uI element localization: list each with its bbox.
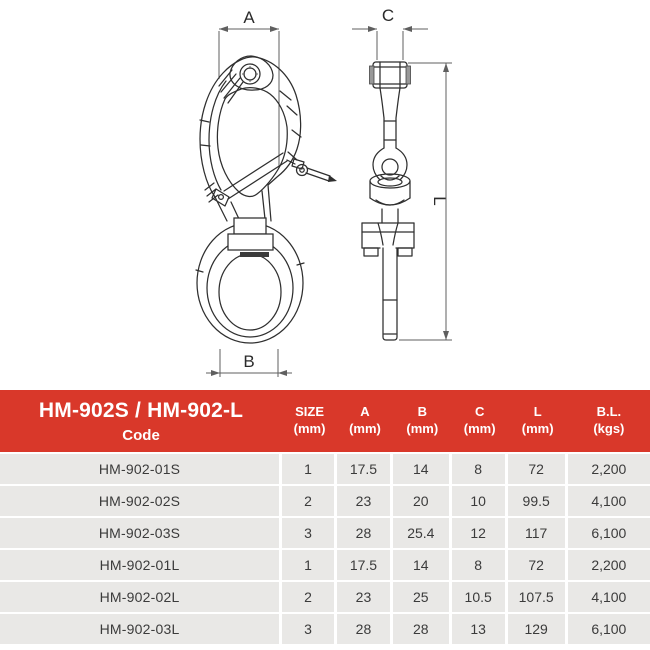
table-header bbox=[0, 390, 650, 452]
row-c: 8 bbox=[452, 454, 508, 484]
row-b: 28 bbox=[393, 614, 452, 644]
row-c: 10 bbox=[452, 486, 508, 516]
row-bl: 4,100 bbox=[568, 582, 650, 612]
row-b: 14 bbox=[393, 454, 452, 484]
row-code: HM-902-02L bbox=[0, 582, 282, 612]
dim-c-label: C bbox=[381, 6, 395, 25]
table-row bbox=[0, 518, 650, 548]
header-c: C (mm) bbox=[463, 404, 496, 436]
swivel-crossbar bbox=[228, 218, 273, 257]
table-row bbox=[0, 486, 650, 516]
row-size: 1 bbox=[282, 454, 337, 484]
row-l: 72 bbox=[508, 550, 568, 580]
row-b: 25.4 bbox=[393, 518, 452, 548]
product-title: HM-902S / HM-902-L bbox=[38, 398, 244, 422]
row-a: 28 bbox=[337, 614, 393, 644]
table-row bbox=[0, 550, 650, 580]
row-bl: 6,100 bbox=[568, 614, 650, 644]
row-l: 72 bbox=[508, 454, 568, 484]
row-a: 17.5 bbox=[337, 454, 393, 484]
snap-gate bbox=[212, 153, 287, 206]
dim-a-label: A bbox=[243, 8, 255, 27]
dimension-l bbox=[399, 63, 452, 340]
row-c: 10.5 bbox=[452, 582, 508, 612]
row-b: 25 bbox=[393, 582, 452, 612]
table-row bbox=[0, 582, 650, 612]
dim-b-label: B bbox=[243, 352, 255, 371]
shaft bbox=[383, 248, 397, 340]
spec-table bbox=[0, 390, 650, 644]
row-c: 13 bbox=[452, 614, 508, 644]
row-c: 8 bbox=[452, 550, 508, 580]
table-row bbox=[0, 454, 650, 484]
row-a: 23 bbox=[337, 582, 393, 612]
row-c: 12 bbox=[452, 518, 508, 548]
code-column-label: Code bbox=[122, 426, 160, 444]
header-code-cell bbox=[0, 390, 282, 452]
row-code: HM-902-01S bbox=[0, 454, 282, 484]
row-code: HM-902-03L bbox=[0, 614, 282, 644]
row-a: 28 bbox=[337, 518, 393, 548]
row-b: 14 bbox=[393, 550, 452, 580]
row-code: HM-902-02S bbox=[0, 486, 282, 516]
row-code: HM-902-01L bbox=[0, 550, 282, 580]
t-bracket bbox=[362, 223, 414, 256]
dim-l-label: L bbox=[430, 196, 449, 206]
front-view-drawing bbox=[196, 8, 337, 377]
row-size: 2 bbox=[282, 486, 337, 516]
header-b: B (mm) bbox=[406, 404, 439, 436]
row-size: 1 bbox=[282, 550, 337, 580]
row-size: 3 bbox=[282, 518, 337, 548]
row-bl: 4,100 bbox=[568, 486, 650, 516]
row-a: 23 bbox=[337, 486, 393, 516]
eye-center-marks bbox=[242, 66, 258, 82]
header-a: A (mm) bbox=[349, 404, 381, 436]
row-size: 3 bbox=[282, 614, 337, 644]
row-bl: 6,100 bbox=[568, 518, 650, 548]
row-l: 107.5 bbox=[508, 582, 568, 612]
row-l: 129 bbox=[508, 614, 568, 644]
header-l: L (mm) bbox=[521, 404, 554, 436]
row-bl: 2,200 bbox=[568, 550, 650, 580]
swivel-cup bbox=[370, 174, 410, 223]
table-row bbox=[0, 614, 650, 644]
header-bl: B.L. (kgs) bbox=[593, 404, 625, 436]
row-l: 99.5 bbox=[508, 486, 568, 516]
row-code: HM-902-03S bbox=[0, 518, 282, 548]
row-a: 17.5 bbox=[337, 550, 393, 580]
header-size: SIZE (mm) bbox=[293, 404, 326, 436]
row-size: 2 bbox=[282, 582, 337, 612]
row-b: 20 bbox=[393, 486, 452, 516]
dimension-b bbox=[206, 349, 292, 377]
row-l: 117 bbox=[508, 518, 568, 548]
trigger-pin bbox=[287, 159, 337, 182]
dimension-c bbox=[352, 6, 428, 60]
side-view-drawing bbox=[352, 6, 452, 340]
row-bl: 2,200 bbox=[568, 454, 650, 484]
